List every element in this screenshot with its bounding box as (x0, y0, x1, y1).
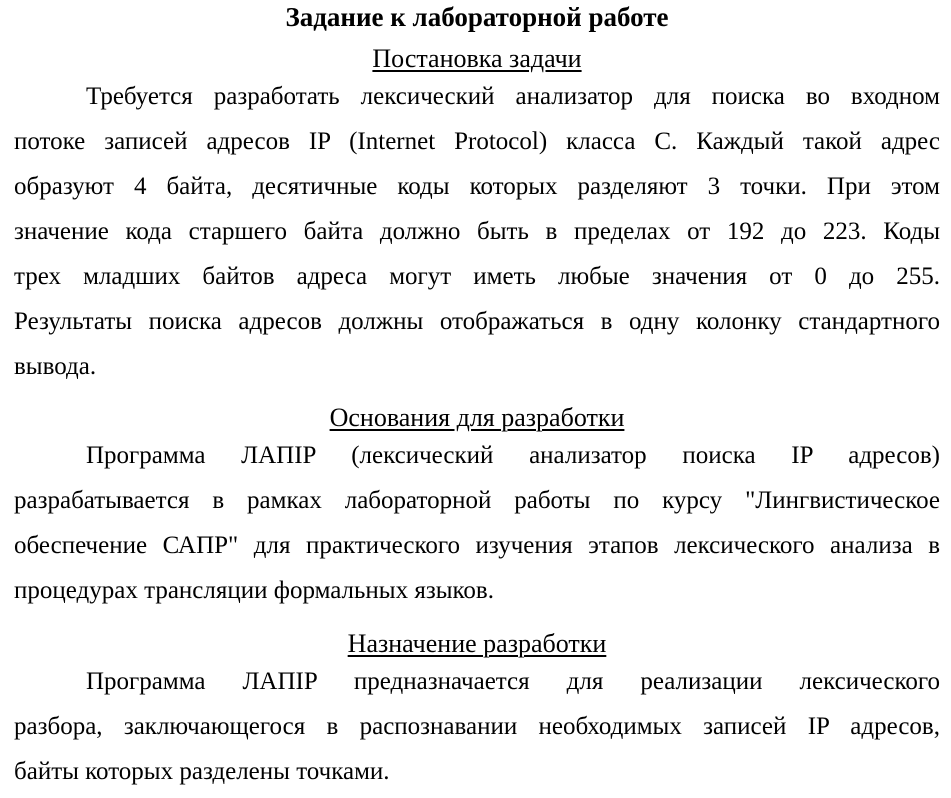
paragraph-line: Программа ЛАПIP предназначается для реализации лексического (86, 668, 940, 695)
section-problem-statement (14, 44, 940, 389)
section-heading-development-purpose: Назначение разработки (347, 629, 607, 658)
paragraph-line: разбора, заключающегося в распознавании необходимых записей IP адресов, (14, 713, 940, 740)
paragraph-line: вывода. (14, 353, 97, 380)
paragraph-development-purpose (14, 659, 940, 794)
section-heading-development-basis: Основания для разработки (329, 403, 625, 432)
section-heading-problem-statement: Постановка задачи (372, 44, 582, 73)
paragraph-line: Программа ЛАПIP (лексический анализатор поиска IP адресов) (86, 442, 940, 469)
paragraph-line: процедурах трансляции формальных языков. (14, 577, 494, 604)
paragraph-line: потоке записей адресов IP (Internet Protocol) класса C. Каждый такой адрес (14, 128, 940, 155)
paragraph-line: образуют 4 байта, десятичные коды которых разделяют 3 точки. При этом (14, 173, 940, 200)
paragraph-line: Требуется разработать лексический анализатор для поиска во входном (86, 83, 940, 110)
paragraph-problem-statement (14, 74, 940, 389)
paragraph-line: разрабатывается в рамках лабораторной работы по курсу "Лингвистическое (14, 487, 940, 514)
paragraph-line: трех младших байтов адреса могут иметь любые значения от 0 до 255. (14, 263, 940, 290)
section-development-purpose (14, 629, 940, 794)
section-development-basis (14, 403, 940, 613)
paragraph-line: обеспечение САПР" для практического изучения этапов лексического анализа в (14, 532, 940, 559)
paragraph-development-basis (14, 433, 940, 613)
paragraph-line: Результаты поиска адресов должны отображаться в одну колонку стандартного (14, 308, 940, 335)
paragraph-line: байты которых разделены точками. (14, 758, 390, 785)
document-title: Задание к лабораторной работе (285, 2, 669, 32)
paragraph-line: значение кода старшего байта должно быть в пределах от 192 до 223. Коды (14, 218, 940, 245)
